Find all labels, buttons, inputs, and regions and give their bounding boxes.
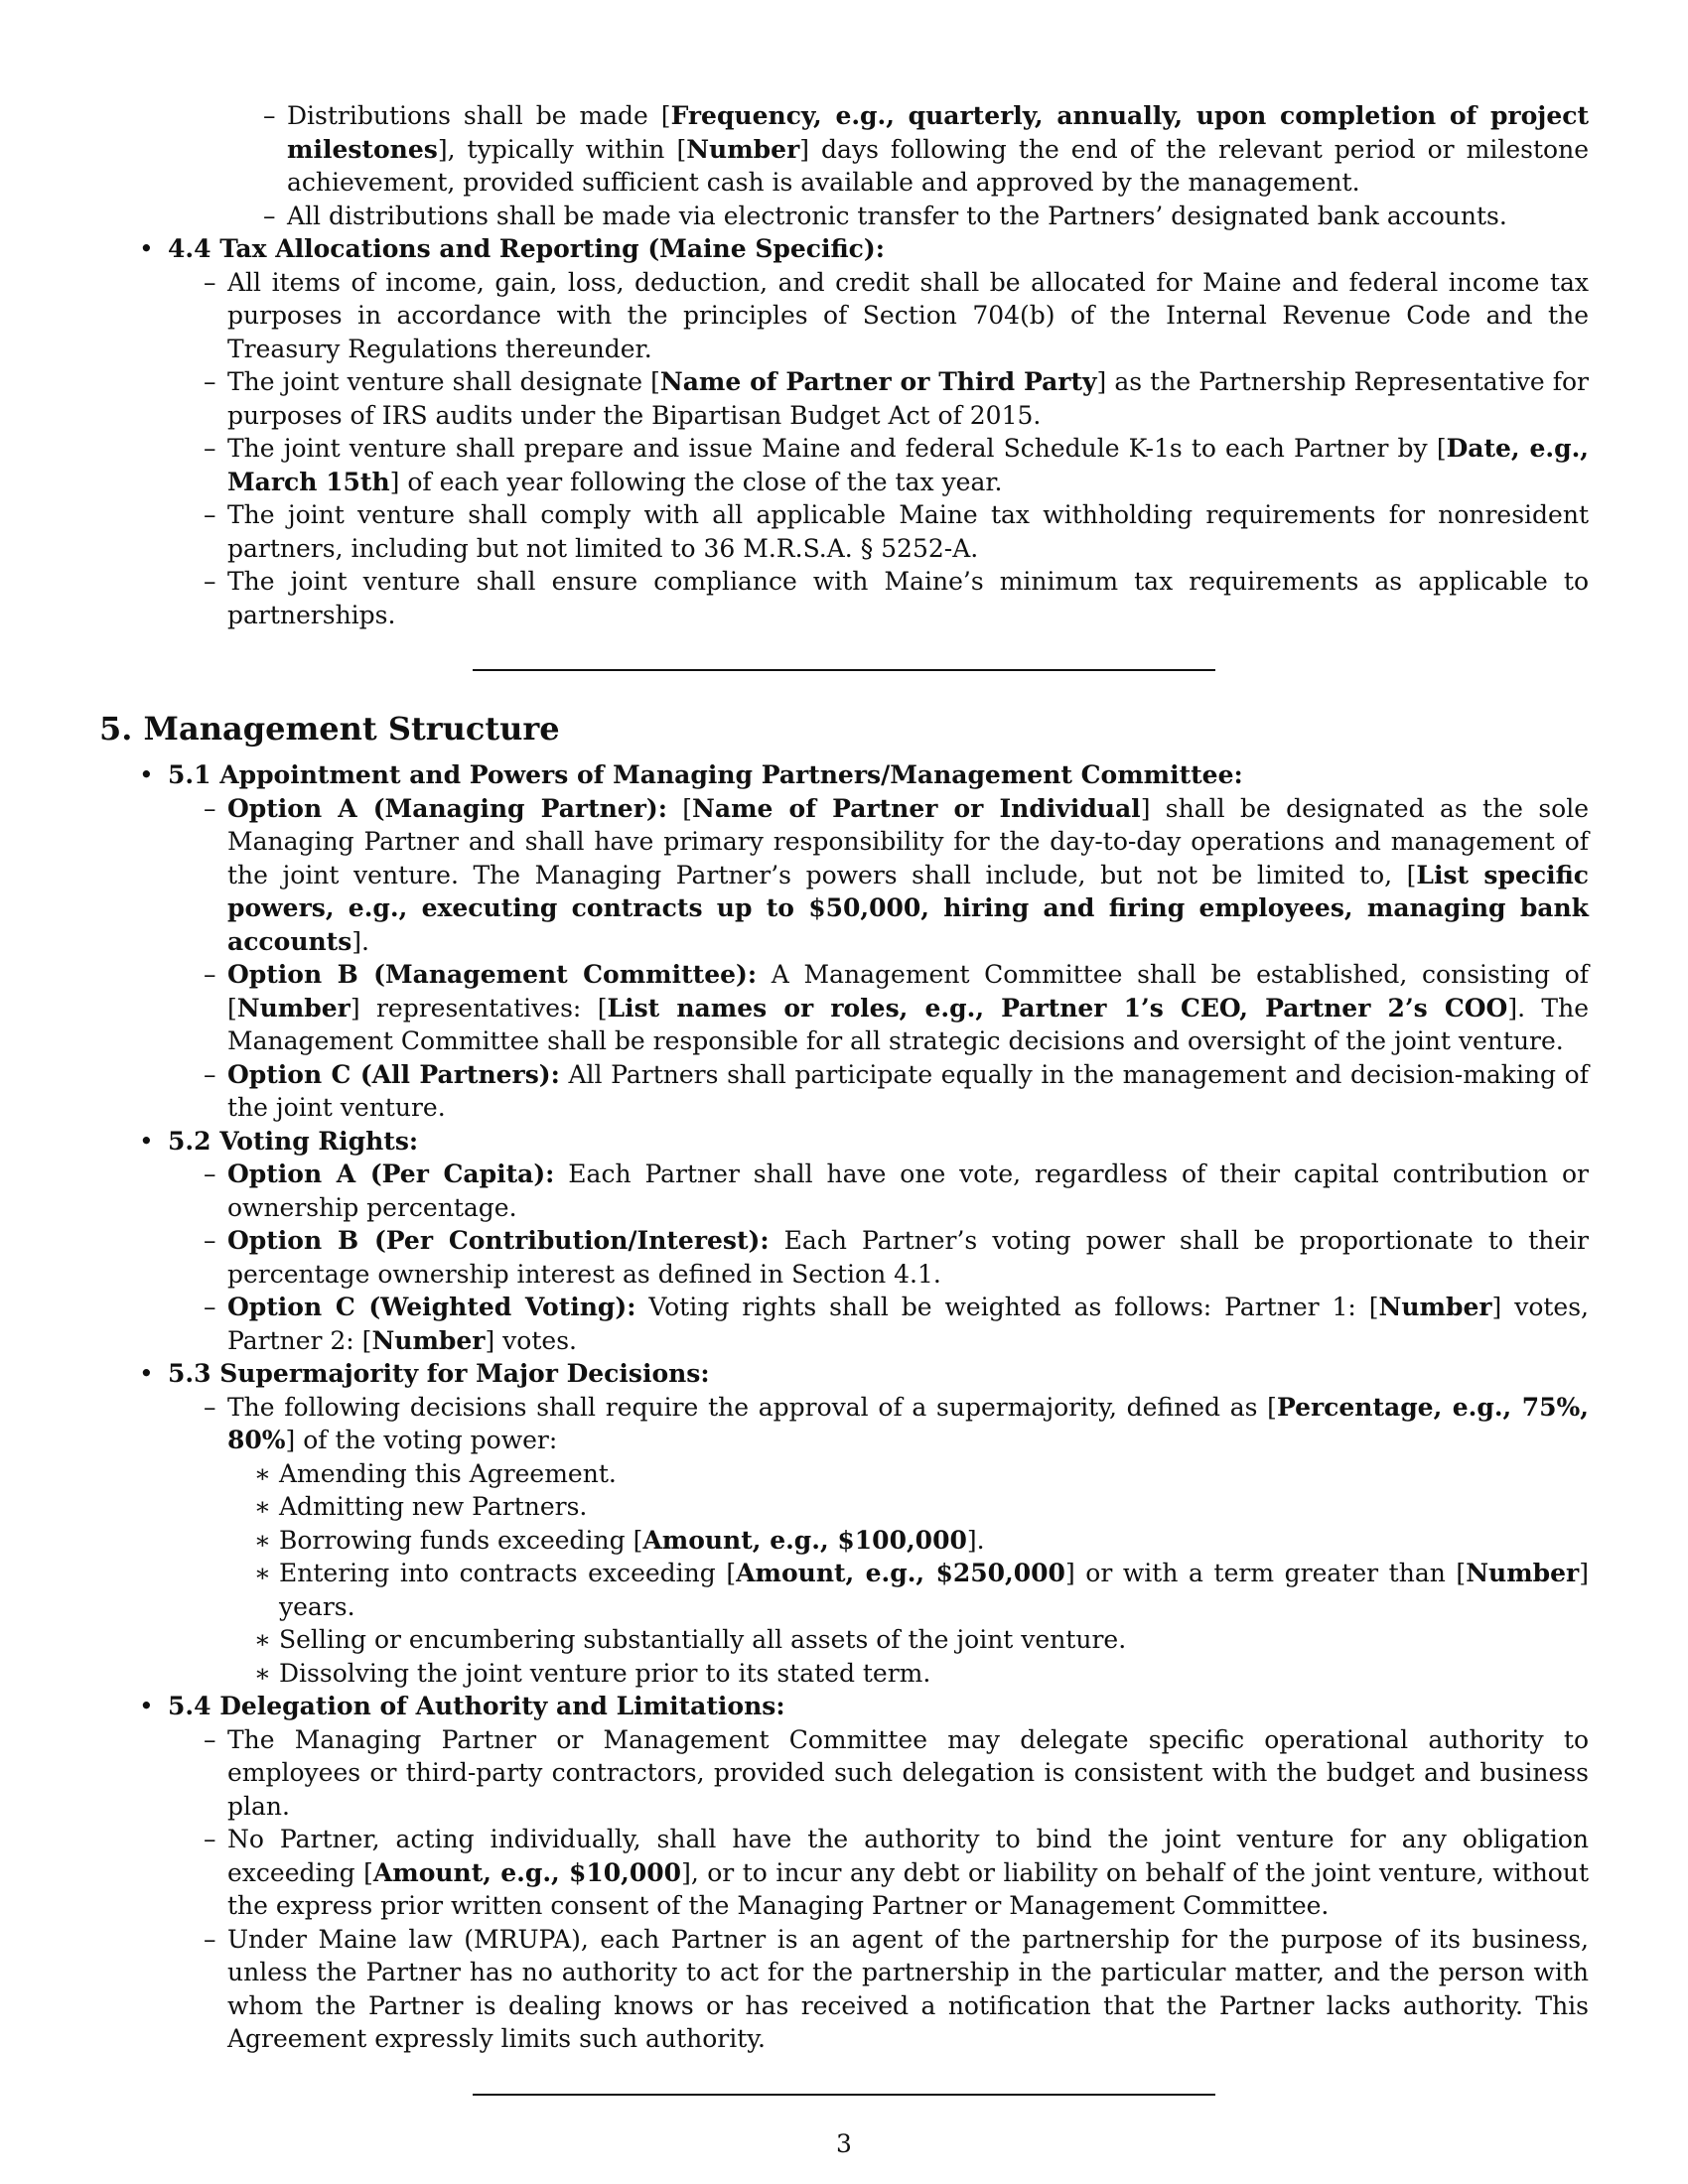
sub-list-item [227,1623,1589,1657]
text-run: Under Maine law (MRUPA), each Partner is an agent of the partnership for the purpose of its business, unless the Partner has no authority to act for the partnership in the particular matter, and the person with whom the Partner is dealing knows or has received a notification that the Partner lacks authority. This Agreement expressly limits such authority. [227,1924,1589,2053]
bold-text: Amount, e.g., $10,000 [372,1857,682,1887]
page-content [99,99,1589,2096]
sub-list [227,1457,1589,1691]
text-run: ] shall be designated as the sole Managing Partner and shall have primary responsibility for the day-to-day operations and management of the joint venture. The Managing Partner’s powers shall include, but not be limited to, [ [227,793,1589,889]
list-item [168,1224,1589,1291]
list-item [168,1058,1589,1125]
text-run: ] as the Partnership Representative for purposes of IRS audits under the Bipartisan Budget Act of 2015. [227,367,1589,430]
text-run: Each Partner’s voting power shall be proportionate to their percentage ownership interest as defined in Section 4.1. [227,1226,1589,1289]
sub-list-item [227,1457,1589,1491]
bold-text: Number [686,134,800,164]
text-run: The joint venture shall comply with all applicable Maine tax withholding requirements for nonresident partners, including but not limited to 36 M.R.S.A. § 5252-A. [227,500,1589,563]
text-run: ] representatives: [ [350,993,608,1023]
section-5-2 [99,1125,1589,1358]
text-run: Distributions shall be made [ [287,101,671,130]
text-run: All distributions shall be made via electronic transfer to the Partners’ designated bank accounts. [287,201,1507,230]
bold-text: Amount, e.g., $100,000 [642,1525,967,1555]
sub-list-item [227,1657,1589,1691]
list-item [168,365,1589,432]
text-run: Each Partner shall have one vote, regardless of their capital contribution or ownership percentage. [227,1160,1589,1222]
bold-text: List names or roles, e.g., Partner 1’s CEO, Partner 2’s COO [607,993,1508,1023]
text-run: The joint venture shall ensure compliance with Maine’s minimum tax requirements as applicable to partnerships. [227,567,1589,629]
bold-text: Name of Partner or Third Party [659,367,1097,396]
divider [473,2094,1215,2096]
section-5-3 [99,1357,1589,1690]
text-run: ] days following the end of the relevant period or milestone achievement, provided sufficient cash is available and approved by the management. [287,134,1589,197]
section-title: 5.3 Supermajority for Major Decisions: [168,1359,710,1388]
list-item [168,565,1589,631]
list-item [168,1391,1589,1691]
section-5-4 [99,1690,1589,2056]
section-5-1 [99,758,1589,1125]
bold-text: Percentage, e.g., 75%, 80% [227,1392,1589,1454]
bold-text: Number [1466,1559,1580,1587]
text-run: Admitting new Partners. [279,1492,588,1521]
bold-text: Option A (Per Capita): [227,1160,555,1188]
page-number: 3 [836,2129,852,2158]
section-4-4 [99,232,1589,631]
text-run: Borrowing funds exceeding [ [279,1525,643,1555]
section-5-list [99,758,1589,2056]
section-title: 5.2 Voting Rights: [168,1126,419,1156]
section-items [168,1391,1589,1691]
text-run: Dissolving the joint venture prior to its stated term. [279,1658,931,1688]
section-items [168,1723,1589,2056]
list-item [168,1158,1589,1224]
text-run: [ [666,793,693,823]
list-item [168,1291,1589,1357]
section-heading: 5. Management Structure [99,710,560,748]
bold-text: Frequency, e.g., quarterly, annually, upon completion of project milestones [287,101,1589,164]
sub-list-item [227,1524,1589,1558]
text-run: The joint venture shall designate [ [227,367,660,396]
bold-text: Number [371,1325,486,1355]
list-item [168,1923,1589,2056]
text-run: All items of income, gain, loss, deduction, and credit shall be allocated for Maine and federal income tax purposes in accordance with the principles of Section 704(b) of the Internal Revenue Code and the Treasury Regulations thereunder. [227,267,1589,363]
text-run: ]. [966,1525,985,1555]
section-items [168,1158,1589,1357]
text-run: Voting rights shall be weighted as follows: Partner 1: [ [635,1293,1379,1321]
section-title: 5.1 Appointment and Powers of Managing Partners/Management Committee: [168,760,1243,789]
bold-text: List specific powers, e.g., executing contracts up to $50,000, hiring and firing employees, managing bank accounts [227,860,1590,956]
bold-text: Number [236,993,351,1023]
text-run: Amending this Agreement. [279,1458,617,1488]
list-item [168,266,1589,366]
section-title: 5.4 Delegation of Authority and Limitations: [168,1692,785,1720]
section-title: 4.4 Tax Allocations and Reporting (Maine Specific): [168,234,885,263]
bold-text: Date, e.g., March 15th [227,434,1589,496]
list-item [168,1823,1589,1923]
sub-list-item [227,1557,1589,1623]
text-run: ], typically within [ [437,134,687,164]
bold-text: Option B (Per Contribution/Interest): [227,1226,770,1255]
bold-text: Amount, e.g., $250,000 [736,1559,1065,1587]
section-items [168,792,1589,1125]
text-run: ] votes, Partner 2: [ [227,1293,1589,1355]
bold-text: Number [1378,1293,1492,1321]
section-4-4-list [99,232,1589,631]
list-item [227,200,1589,233]
text-run: Entering into contracts exceeding [ [279,1559,737,1587]
section-4-4-items [168,266,1589,632]
text-run: ]. [352,926,369,956]
text-run: The following decisions shall require the approval of a supermajority, defined as [ [227,1392,1277,1422]
list-item [168,432,1589,498]
list-item [168,958,1589,1058]
text-run: The joint venture shall prepare and issue Maine and federal Schedule K-1s to each Partner by [ [227,434,1447,463]
continued-list [99,99,1589,232]
list-item [168,498,1589,565]
bold-text: Option B (Management Committee): [227,960,758,989]
text-run: Selling or encumbering substantially all assets of the joint venture. [279,1625,1127,1654]
list-item [168,1723,1589,1824]
bold-text: Option A (Managing Partner): [227,793,667,823]
text-run: ] years. [279,1559,1589,1621]
text-run: ] or with a term greater than [ [1064,1559,1467,1587]
divider [473,669,1215,671]
text-run: ] of each year following the close of the tax year. [389,467,1003,496]
list-item [168,792,1589,959]
text-run: No Partner, acting individually, shall have the authority to bind the joint venture for any obligation exceeding [ [227,1825,1589,1887]
bold-text: Option C (Weighted Voting): [227,1293,636,1321]
text-run: ], or to incur any debt or liability on behalf of the joint venture, without the express prior written consent of the Managing Partner or Management Committee. [227,1857,1589,1920]
text-run: All Partners shall participate equally in the management and decision-making of the joint venture. [227,1059,1589,1122]
list-item [227,99,1589,200]
text-run: ] of the voting power: [285,1426,558,1454]
sub-list-item [227,1490,1589,1524]
bold-text: Option C (All Partners): [227,1059,560,1089]
text-run: ] votes. [485,1325,577,1355]
bold-text: Name of Partner or Individual [692,793,1141,823]
list-item-text [227,1393,1589,1455]
text-run: The Managing Partner or Management Committee may delegate specific operational authority to employees or third-party contractors, provided such delegation is consistent with the budget and business plan. [227,1724,1589,1821]
text-run: ]. The Management Committee shall be responsible for all strategic decisions and oversight of the joint venture. [227,993,1589,1055]
text-run: A Management Committee shall be established, consisting of [ [227,960,1590,1023]
